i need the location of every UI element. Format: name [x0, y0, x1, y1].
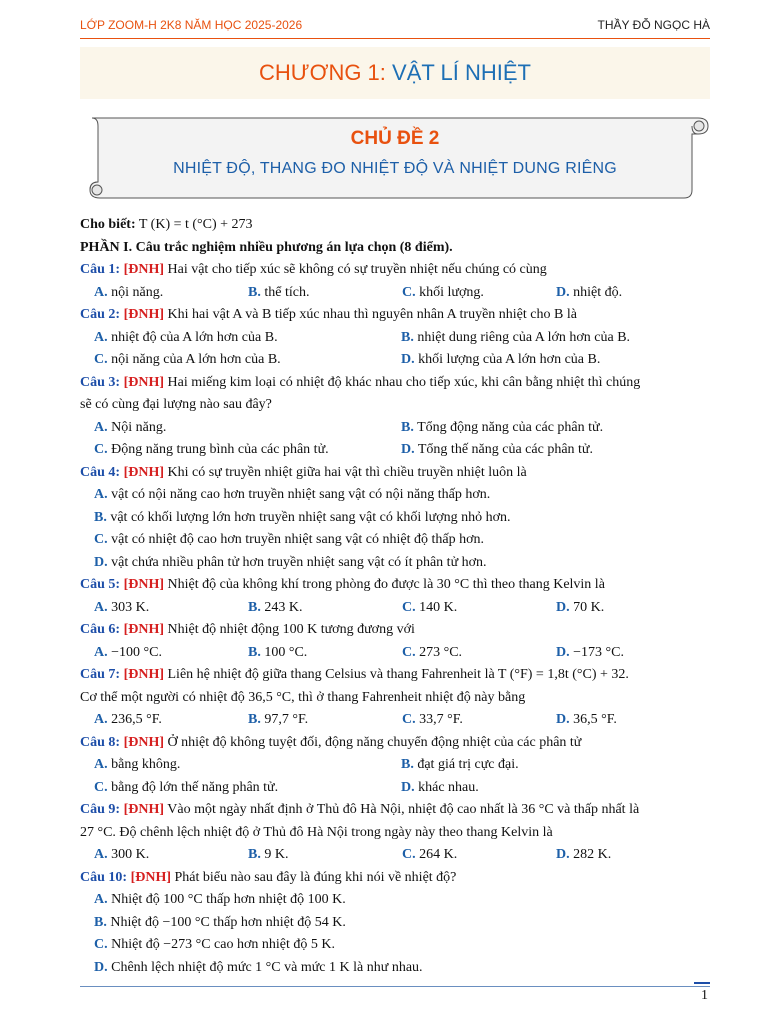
header-divider	[80, 38, 710, 39]
answer-option	[248, 597, 402, 620]
class-label: LỚP ZOOM-H 2K8 NĂM HỌC 2025-2026	[80, 18, 303, 32]
option-letter: B.	[401, 329, 414, 345]
question-number: Câu 9:	[80, 802, 121, 817]
answer-option	[94, 777, 401, 800]
answer-option	[248, 709, 402, 732]
option-letter: C.	[402, 284, 416, 300]
chapter-banner	[80, 47, 710, 99]
answer-option	[94, 417, 401, 440]
option-text: 36,5 °F.	[573, 712, 617, 727]
teacher-name: THẦY ĐỖ NGỌC HÀ	[597, 18, 710, 32]
option-text: Nhiệt độ −100 °C thấp hơn nhiệt độ 54 K.	[110, 914, 346, 930]
option-letter: D.	[556, 284, 570, 300]
answer-option	[94, 934, 694, 957]
question-number: Câu 4:	[80, 464, 121, 480]
option-letter: D.	[556, 847, 570, 862]
answer-option	[94, 844, 248, 867]
question-number: Câu 2:	[80, 307, 121, 322]
option-letter: B.	[401, 419, 414, 435]
difficulty-tag: [ĐNH]	[123, 802, 164, 817]
option-letter: C.	[402, 599, 416, 615]
option-text: khác nhau.	[418, 779, 479, 795]
answer-option	[401, 754, 708, 777]
question-number: Câu 1:	[80, 262, 121, 277]
option-text: nội năng.	[111, 284, 164, 300]
difficulty-tag: [ĐNH]	[123, 667, 164, 682]
option-text: 97,7 °F.	[264, 712, 309, 727]
option-letter: A.	[94, 599, 108, 615]
option-letter: D.	[401, 442, 415, 457]
option-text: Động năng trung bình của các phân tử.	[111, 442, 329, 457]
question-text: Phát biểu nào sau đây là đúng khi nói về nhiệt độ?	[174, 869, 457, 885]
answer-option	[402, 709, 556, 732]
question-number: Câu 6:	[80, 622, 121, 637]
answer-option	[94, 597, 248, 620]
answer-option	[401, 327, 708, 350]
option-text: khối lượng của A lớn hơn của B.	[418, 352, 601, 367]
option-row	[80, 844, 710, 867]
option-letter: B.	[248, 644, 261, 660]
question-stem	[80, 799, 710, 822]
question-stem	[80, 664, 710, 687]
chapter-prefix: CHƯƠNG 1:	[259, 60, 393, 85]
answer-option	[556, 597, 710, 620]
given-label: Cho biết:	[80, 217, 136, 232]
option-letter: C.	[94, 442, 108, 457]
answer-option	[401, 777, 708, 800]
option-text: vật có nhiệt độ cao hơn truyền nhiệt sang vật có nhiệt độ thấp hơn.	[111, 532, 485, 547]
option-letter: C.	[94, 532, 108, 547]
topic-title: NHIỆT ĐỘ, THANG ĐO NHIỆT ĐỘ VÀ NHIỆT DUNG RIÊNG	[173, 160, 617, 177]
option-text: 300 K.	[111, 847, 150, 862]
difficulty-tag: [ĐNH]	[123, 374, 164, 390]
option-letter: D.	[94, 959, 108, 975]
option-letter: B.	[248, 284, 261, 300]
question-stem	[80, 867, 710, 890]
answer-option	[94, 709, 248, 732]
answer-option	[94, 327, 401, 350]
topic-label: CHỦ ĐỀ 2	[350, 128, 440, 149]
option-letter: B.	[248, 847, 261, 862]
question-stem	[80, 462, 710, 485]
option-letter: B.	[248, 599, 261, 615]
answer-option	[402, 282, 556, 305]
option-row	[80, 934, 710, 957]
chapter-title: VẬT LÍ NHIỆT	[392, 60, 531, 85]
difficulty-tag: [ĐNH]	[123, 622, 164, 637]
option-letter: A.	[94, 419, 108, 435]
answer-option	[248, 642, 402, 665]
answer-option	[402, 597, 556, 620]
option-row	[80, 889, 710, 912]
answer-option	[94, 754, 401, 777]
option-letter: A.	[94, 757, 108, 772]
option-text: Tổng động năng của các phân tử.	[417, 419, 604, 435]
option-text: nhiệt độ của A lớn hơn của B.	[111, 329, 278, 345]
option-text: vật chứa nhiều phân tử hơn truyền nhiệt sang vật có ít phân tử hơn.	[111, 554, 487, 570]
question-text: Liên hệ nhiệt độ giữa thang Celsius và thang Fahrenheit là T (°F) = 1,8t (°C) + 32.	[167, 667, 629, 682]
option-letter: B.	[94, 509, 107, 525]
option-text: bằng độ lớn thế năng phân tử.	[111, 779, 279, 795]
option-text: đạt giá trị cực đại.	[417, 757, 519, 772]
option-letter: D.	[556, 644, 570, 660]
option-letter: A.	[94, 847, 108, 862]
option-letter: D.	[401, 779, 415, 795]
question-stem	[80, 304, 710, 327]
option-text: 100 °C.	[264, 644, 308, 660]
option-letter: B.	[248, 712, 261, 727]
option-text: Chênh lệch nhiệt độ mức 1 °C và mức 1 K là như nhau.	[111, 959, 423, 975]
option-letter: A.	[94, 487, 108, 502]
option-text: 243 K.	[264, 599, 303, 615]
difficulty-tag: [ĐNH]	[123, 307, 164, 322]
option-text: vật có nội năng cao hơn truyền nhiệt sang vật có nội năng thấp hơn.	[111, 487, 491, 502]
option-letter: D.	[556, 712, 570, 727]
option-row	[80, 529, 710, 552]
page-number: 1	[701, 988, 708, 1003]
option-text: bằng không.	[111, 757, 181, 772]
option-row	[80, 439, 710, 462]
answer-option	[401, 439, 708, 462]
answer-option	[401, 417, 708, 440]
option-row	[80, 957, 710, 980]
question-number: Câu 5:	[80, 577, 121, 592]
difficulty-tag: [ĐNH]	[123, 464, 164, 480]
answer-option	[94, 439, 401, 462]
option-text: 33,7 °F.	[419, 712, 463, 727]
question-text: 27 °C. Độ chênh lệch nhiệt độ ở Thủ đô Hà Nội trong ngày này theo thang Kelvin là	[80, 824, 553, 840]
option-letter: C.	[94, 779, 108, 795]
option-text: −100 °C.	[111, 644, 162, 660]
given-line	[80, 214, 710, 237]
answer-option	[556, 282, 710, 305]
answer-option	[556, 844, 710, 867]
footer-mark	[694, 982, 710, 984]
footer-divider	[80, 986, 710, 987]
option-letter: B.	[94, 914, 107, 930]
question-text: sẽ có cùng đại lượng nào sau đây?	[80, 397, 272, 412]
option-row	[80, 754, 710, 777]
option-row	[80, 642, 710, 665]
option-text: 140 K.	[419, 599, 458, 615]
question-number: Câu 10:	[80, 869, 128, 885]
question-text: Nhiệt độ nhiệt động 100 K tương đương với	[167, 622, 415, 637]
answer-option	[556, 642, 710, 665]
option-text: 282 K.	[573, 847, 612, 862]
option-letter: C.	[402, 644, 416, 660]
question-stem-continued	[80, 394, 710, 417]
page-header	[80, 16, 710, 38]
question-text: Nhiệt độ của không khí trong phòng đo được là 30 °C thì theo thang Kelvin là	[167, 577, 605, 592]
option-text: 303 K.	[111, 599, 150, 615]
option-text: nhiệt độ.	[573, 284, 623, 300]
topic-scroll-banner	[80, 112, 710, 202]
option-letter: A.	[94, 329, 108, 345]
question-list	[80, 259, 710, 979]
part-heading: PHẦN I. Câu trắc nghiệm nhiều phương án lựa chọn (8 điểm).	[80, 239, 453, 255]
answer-option	[94, 889, 694, 912]
option-text: 273 °C.	[419, 644, 463, 660]
question-text: Khi hai vật A và B tiếp xúc nhau thì nguyên nhân A truyền nhiệt cho B là	[167, 307, 577, 322]
option-text: 9 K.	[264, 847, 289, 862]
question-stem	[80, 732, 710, 755]
difficulty-tag: [ĐNH]	[123, 262, 164, 277]
answer-option	[248, 282, 402, 305]
option-letter: A.	[94, 712, 108, 727]
option-row	[80, 777, 710, 800]
question-number: Câu 7:	[80, 667, 121, 682]
option-text: Tổng thế năng của các phân tử.	[417, 442, 594, 457]
option-text: thể tích.	[264, 284, 310, 300]
option-row	[80, 417, 710, 440]
option-row	[80, 552, 710, 575]
answer-option	[94, 552, 694, 575]
option-letter: A.	[94, 644, 108, 660]
question-stem	[80, 372, 710, 395]
question-text: Ở nhiệt độ không tuyệt đối, động năng chuyển động nhiệt của các phân tử	[167, 734, 582, 750]
answer-option	[94, 642, 248, 665]
option-letter: D.	[94, 554, 108, 570]
option-text: 236,5 °F.	[111, 712, 162, 727]
option-letter: C.	[402, 847, 416, 862]
option-row	[80, 349, 710, 372]
question-stem-continued	[80, 822, 710, 845]
answer-option	[94, 282, 248, 305]
scroll-shape	[80, 112, 710, 202]
option-row	[80, 484, 710, 507]
answer-option	[402, 844, 556, 867]
option-row	[80, 282, 710, 305]
document-body	[80, 214, 710, 979]
question-text: Hai miếng kim loại có nhiệt độ khác nhau cho tiếp xúc, khi cân bằng nhiệt thì chúng	[167, 374, 641, 390]
answer-option	[94, 957, 694, 980]
option-text: Nhiệt độ −273 °C cao hơn nhiệt độ 5 K.	[111, 937, 335, 952]
answer-option	[94, 484, 694, 507]
given-formula: T (K) = t (°C) + 273	[135, 217, 253, 232]
difficulty-tag: [ĐNH]	[130, 869, 171, 885]
question-text: Cơ thể một người có nhiệt độ 36,5 °C, thì ở thang Fahrenheit nhiệt độ này bằng	[80, 689, 526, 705]
answer-option	[401, 349, 708, 372]
option-letter: A.	[94, 892, 108, 907]
option-row	[80, 912, 710, 935]
question-number: Câu 3:	[80, 374, 121, 390]
answer-option	[556, 709, 710, 732]
question-text: Vào một ngày nhất định ở Thủ đô Hà Nội, nhiệt độ cao nhất là 36 °C và thấp nhất là	[167, 802, 640, 817]
option-text: Nội năng.	[111, 419, 167, 435]
option-text: vật có khối lượng lớn hơn truyền nhiệt sang vật có khối lượng nhỏ hơn.	[110, 509, 511, 525]
answer-option	[94, 349, 401, 372]
option-text: 264 K.	[419, 847, 458, 862]
option-row	[80, 507, 710, 530]
option-text: Nhiệt độ 100 °C thấp hơn nhiệt độ 100 K.	[111, 892, 346, 907]
answer-option	[94, 507, 694, 530]
answer-option	[94, 529, 694, 552]
answer-option	[402, 642, 556, 665]
option-text: khối lượng.	[419, 284, 484, 300]
question-stem-continued	[80, 687, 710, 710]
answer-option	[94, 912, 694, 935]
option-row	[80, 327, 710, 350]
option-letter: D.	[556, 599, 570, 615]
option-text: −173 °C.	[573, 644, 624, 660]
question-text: Khi có sự truyền nhiệt giữa hai vật thì chiều truyền nhiệt luôn là	[167, 464, 527, 480]
option-text: nhiệt dung riêng của A lớn hơn của B.	[417, 329, 631, 345]
option-letter: C.	[94, 352, 108, 367]
difficulty-tag: [ĐNH]	[123, 734, 164, 750]
question-text: Hai vật cho tiếp xúc sẽ không có sự truyền nhiệt nếu chúng có cùng	[167, 262, 547, 277]
option-text: 70 K.	[573, 599, 605, 615]
question-stem	[80, 619, 710, 642]
question-stem	[80, 259, 710, 282]
option-letter: C.	[402, 712, 416, 727]
question-stem	[80, 574, 710, 597]
option-text: nội năng của A lớn hơn của B.	[111, 352, 281, 367]
option-letter: D.	[401, 352, 415, 367]
option-letter: B.	[401, 757, 414, 772]
option-row	[80, 709, 710, 732]
question-number: Câu 8:	[80, 734, 121, 750]
option-row	[80, 597, 710, 620]
option-letter: C.	[94, 937, 108, 952]
answer-option	[248, 844, 402, 867]
option-letter: A.	[94, 284, 108, 300]
difficulty-tag: [ĐNH]	[123, 577, 164, 592]
